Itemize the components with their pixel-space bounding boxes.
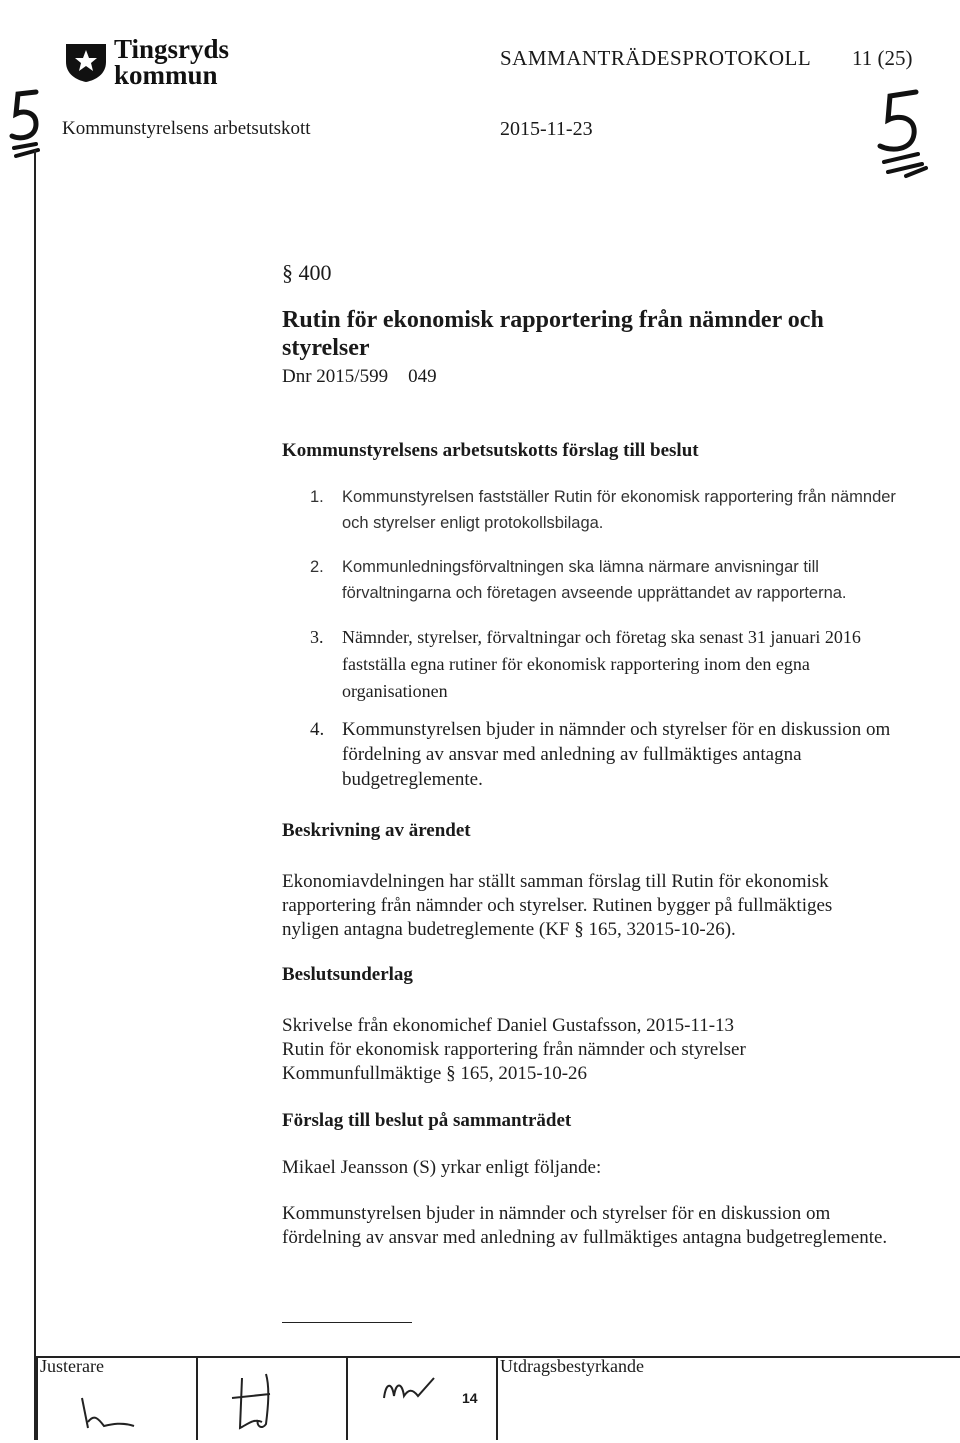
list-item-number: 3. — [310, 627, 324, 647]
list-item — [310, 717, 910, 792]
section-number: § 400 — [282, 260, 332, 285]
footer-divider — [196, 1356, 198, 1440]
diary-number — [282, 366, 437, 388]
section-title: Rutin för ekonomisk rapportering från nämnder och styrelser — [282, 307, 824, 361]
motion-heading: Förslag till beslut på sammanträdet — [282, 1110, 572, 1131]
list-item-text: Nämnder, styrelser, förvaltningar och företag ska senast 31 januari 2016 fastställa egna rutiner för ekonomisk rapportering inom den egna organisationen — [342, 627, 861, 701]
basis-line: Skrivelse från ekonomichef Daniel Gustafsson, 2015-11-13 — [282, 1015, 735, 1036]
handwritten-mark-right — [866, 78, 936, 188]
footer-divider — [36, 1356, 38, 1440]
description-text: Ekonomiavdelningen har ställt samman förslag till Rutin för ekonomisk rapportering från nämnder och styrelser. Rutinen bygger på fullmäktiges nyligen antagna budetreglemente (KF § 165, 32015-10-26). — [282, 871, 833, 940]
signature-initials-1 — [78, 1392, 138, 1437]
meeting-date: 2015-11-23 — [500, 118, 593, 140]
motion-intro: Mikael Jeansson (S) yrkar enligt följande: — [282, 1157, 602, 1178]
list-item — [310, 624, 910, 705]
signature-line — [282, 1322, 412, 1323]
list-item — [310, 554, 910, 606]
footer-divider — [496, 1356, 498, 1440]
page-number: 11 (25) — [852, 46, 913, 70]
list-item — [310, 484, 910, 536]
department-name: Kommunstyrelsens arbetsutskott — [62, 118, 311, 139]
municipality-logo-icon — [62, 40, 110, 84]
footer-divider — [346, 1356, 348, 1440]
handwritten-mark-left — [6, 80, 46, 170]
utdrag-label: Utdragsbestyrkande — [500, 1356, 644, 1376]
org-name-line1: Tingsryds — [114, 34, 230, 64]
dnr-value: Dnr 2015/599 — [282, 366, 389, 387]
proposal-list — [310, 484, 910, 810]
description-heading: Beskrivning av ärendet — [282, 820, 471, 841]
basis-line: Rutin för ekonomisk rapportering från nämnder och styrelser — [282, 1039, 746, 1060]
justerare-label: Justerare — [40, 1356, 104, 1376]
signature-initials-2 — [222, 1368, 292, 1443]
signature-initials-3 — [380, 1372, 440, 1417]
org-name — [114, 36, 229, 88]
list-item-number: 4. — [310, 719, 325, 740]
footer-signature-box — [36, 1356, 960, 1442]
list-item-text: Kommunledningsförvaltningen ska lämna närmare anvisningar till förvaltningarna och företagen avseende upprättandet av rapporterna. — [342, 558, 847, 602]
basis-line: Kommunfullmäktige § 165, 2015-10-26 — [282, 1063, 588, 1084]
proposal-heading: Kommunstyrelsens arbetsutskotts förslag till beslut — [282, 440, 699, 461]
motion-text: Kommunstyrelsen bjuder in nämnder och styrelser för en diskussion om fördelning av ansvar med anledning av fullmäktiges antagna budgetreglemente. — [282, 1203, 888, 1248]
list-item-number: 1. — [310, 488, 324, 506]
list-item-number: 2. — [310, 558, 324, 576]
dnr-code: 049 — [408, 366, 437, 387]
margin-rule — [34, 150, 36, 1440]
document-type: SAMMANTRÄDESPROTOKOLL — [500, 46, 812, 70]
page-stamp: 14 — [462, 1390, 478, 1406]
list-item-text: Kommunstyrelsen fastställer Rutin för ekonomisk rapportering från nämnder och styrelser enligt protokollsbilaga. — [342, 488, 896, 532]
list-item-text: Kommunstyrelsen bjuder in nämnder och styrelser för en diskussion om fördelning av ansvar med anledning av fullmäktiges antagna budgetreglemente. — [342, 719, 891, 790]
basis-heading: Beslutsunderlag — [282, 964, 413, 985]
basis-list — [282, 1014, 922, 1086]
org-name-line2: kommun — [114, 60, 218, 90]
